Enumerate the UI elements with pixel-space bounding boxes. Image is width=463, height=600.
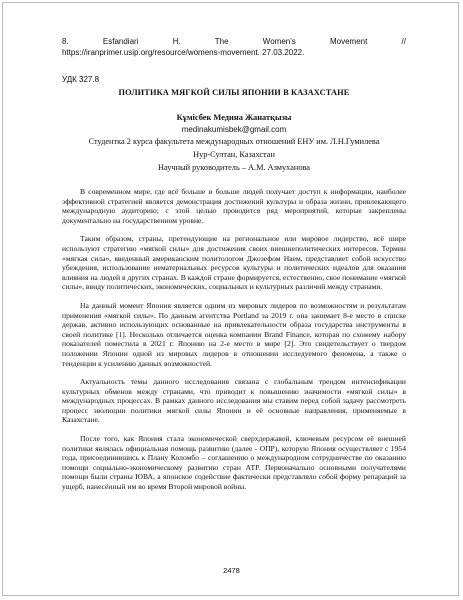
paragraph: В современном мире, где всё больше и больше людей получает доступ к информации, наиболее эффективной стратегией является демонстрация достижений культуры и образа жизни, привлекающего международную аудиторию; с этой целью проводится ряд мероприятий, которые закреплены документально на государственном уровне. (62, 187, 406, 225)
reference-line-2: https://iranprimer.usip.org/resource/womens-movement. 27.03.2022. (62, 48, 305, 57)
paragraph: Актуальность темы данного исследования связана с глобальным трендом интенсификации культурных обменов между странами, что приводит к повышению значимости «мягкой силы» в международных процессах. В рамках данного исследования мы ставим перед собой задачу рассмотреть процесс эволюции политики мягкой силы Японии и её основные направления, применяемые в Казахстане. (62, 377, 406, 425)
document-page (62, 36, 406, 501)
author-city: Нур-Султан, Казахстан (193, 150, 275, 159)
udk-code: УДК 327.8 (62, 75, 100, 84)
page-number: 2478 (223, 566, 240, 575)
reference-line-1: 8. Esfandiari H. The Women's Movement // (62, 37, 406, 46)
paragraph: Таким образом, страны, претендующие на региональное или мировое лидерство, всё шире используют стратегию «мягкой силы» для достижения своих внешнеполитических интересов. Термин «мягкая сила», введенный американским политологом Джозефом Наем, представляет собой искусство убеждения, использование нематериальных ресурсов культуры и политических идеалов для оказания влияния на людей в других странах. В каждой стране формируется, естественно, свое понимание «мягкой силы», ввиду политических, экономических, социальных и культурных различий между странами. (62, 234, 406, 292)
article-body (62, 187, 406, 492)
paragraph: После того, как Япония стала экономической сверхдержавой, ключевым ресурсом её внешней политики являлась официальная помощь развитию (далее - ОПР), которую Япония осуществляет с 1954 года, присоединившись к Плану Коломбо – соглашению о международном сотрудничестве по оказанию помощи социально-экономическому развитию стран АТР. Первоначально основными получателями помощи были страны ЮВА, а японское содействие фактически представляло собой форму репараций за ущерб, нанесённый им во время Второй мировой войны. (62, 434, 406, 492)
paragraph: На данный момент Япония является одним из мировых лидеров по возможностям и результатам применения «мягкой силы». По данным агентства Portland за 2019 г. она занимает 8-е место в списке держав, активно использующих основанные на привлекательности образа государства инструменты в своей политике [1]. Несколько отличается оценка компании Brand Finance, которая по схожему набору показателей поместила в 2021 г. Японию на 2-е место в мире [2]. Это свидетельствует о твердом положении Японии одной из мировых лидеров в отношении исследуемого феномена, а также о тенденции к усилению данных возможностей. (62, 300, 406, 368)
supervisor: Научный руководитель – А.М. Азмуханова (158, 163, 310, 172)
author-email: medinakumisbek@gmail.com (181, 125, 287, 134)
paper-title: ПОЛИТИКА МЯГКОЙ СИЛЫ ЯПОНИИ В КАЗАХСТАНЕ (118, 88, 350, 97)
author-name: Кұмісбек Медина Жанатқызы (176, 113, 292, 122)
author-affiliation: Студентка 2 курса факультета международных отношений ЕНУ им. Л.Н.Гумилева (88, 137, 380, 146)
